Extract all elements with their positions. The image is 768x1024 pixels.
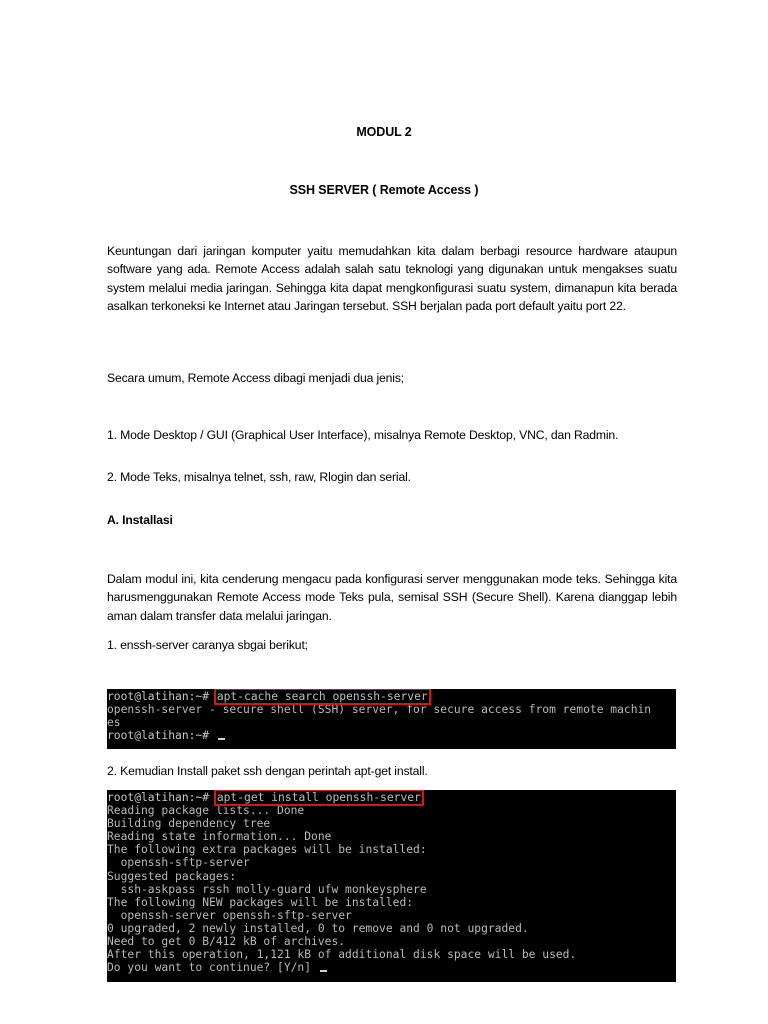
terminal-output-line: openssh-sftp-server bbox=[107, 856, 250, 870]
types-intro-text: Secara umum, Remote Access dibagi menjadi dua jenis; bbox=[107, 371, 405, 385]
page-subtitle: SSH SERVER ( Remote Access ) bbox=[289, 183, 479, 197]
terminal-output-line: ssh-askpass rssh molly-guard ufw monkeysphere bbox=[107, 882, 427, 896]
terminal-output-line: Building dependency tree bbox=[107, 817, 271, 831]
terminal-output-line: Reading state information... Done bbox=[107, 830, 332, 844]
highlighted-command: apt-get install openssh-server bbox=[216, 791, 421, 804]
terminal-output-line: openssh-server openssh-sftp-server bbox=[107, 908, 352, 922]
type-2-item: 2. Mode Teks, misalnya telnet, ssh, raw, Rlogin dan serial. bbox=[107, 470, 411, 484]
page-title: MODUL 2 bbox=[356, 125, 412, 139]
terminal-final-prompt-line bbox=[107, 729, 676, 742]
terminal-screenshot-2 bbox=[107, 790, 676, 982]
terminal-output-line: Suggested packages: bbox=[107, 869, 237, 883]
install-intro-paragraph: Dalam modul ini, kita cenderung mengacu pada konfigurasi server menggunakan mode teks. Sehingga kita harusmenggunakan Remote Access mode Teks pula, semisal SSH (Secure Shell). Karena dianggap lebih aman dalam transfer data melalui jaringan. bbox=[107, 572, 677, 623]
terminal-output-line: The following extra packages will be installed: bbox=[107, 843, 427, 857]
terminal-screenshot-1 bbox=[107, 689, 676, 749]
terminal-output-line: openssh-server - secure shell (SSH) server, for secure access from remote machin bbox=[107, 703, 652, 717]
section-heading-installasi: A. Installasi bbox=[107, 513, 173, 527]
cursor-icon bbox=[320, 970, 327, 972]
highlighted-command: apt-cache search openssh-server bbox=[216, 690, 428, 703]
terminal-output-line: After this operation, 1,121 kB of additional disk space will be used. bbox=[107, 948, 577, 962]
shell-prompt: root@latihan:~# bbox=[107, 791, 216, 804]
terminal-output-line: Need to get 0 B/412 kB of archives. bbox=[107, 935, 346, 949]
shell-prompt: root@latihan:~# bbox=[107, 690, 216, 703]
cursor-icon bbox=[218, 738, 225, 740]
type-1-item: 1. Mode Desktop / GUI (Graphical User Interface), misalnya Remote Desktop, VNC, dan Radmin. bbox=[107, 428, 619, 442]
intro-paragraph: Keuntungan dari jaringan komputer yaitu memudahkan kita dalam berbagi resource hardware ataupun software yang ada. Remote Access adalah salah satu teknologi yang digunakan untuk mengakses suatu system melalui media jaringan. Sehingga kita dapat mengkonfigurasi suatu system, dimanapun kita berada asalkan terkoneksi ke Internet atau Jaringan tersebut. SSH berjalan pada port default yaitu port 22. bbox=[107, 244, 677, 313]
terminal-output-line: es bbox=[107, 716, 121, 730]
terminal-output-line: 0 upgraded, 2 newly installed, 0 to remove and 0 not upgraded. bbox=[107, 921, 529, 935]
step-1-text: 1. enssh-server caranya sbgai berikut; bbox=[107, 638, 308, 652]
continue-prompt: Do you want to continue? [Y/n] bbox=[107, 961, 318, 975]
terminal-command-line bbox=[107, 690, 676, 703]
terminal-prompt-line bbox=[107, 961, 676, 974]
terminal-output-line: The following NEW packages will be installed: bbox=[107, 895, 414, 909]
step-2-text: 2. Kemudian Install paket ssh dengan perintah apt-get install. bbox=[107, 764, 428, 778]
terminal-output-line: Reading package lists... Done bbox=[107, 804, 305, 818]
shell-prompt: root@latihan:~# bbox=[107, 729, 216, 743]
terminal-command-line bbox=[107, 791, 676, 804]
